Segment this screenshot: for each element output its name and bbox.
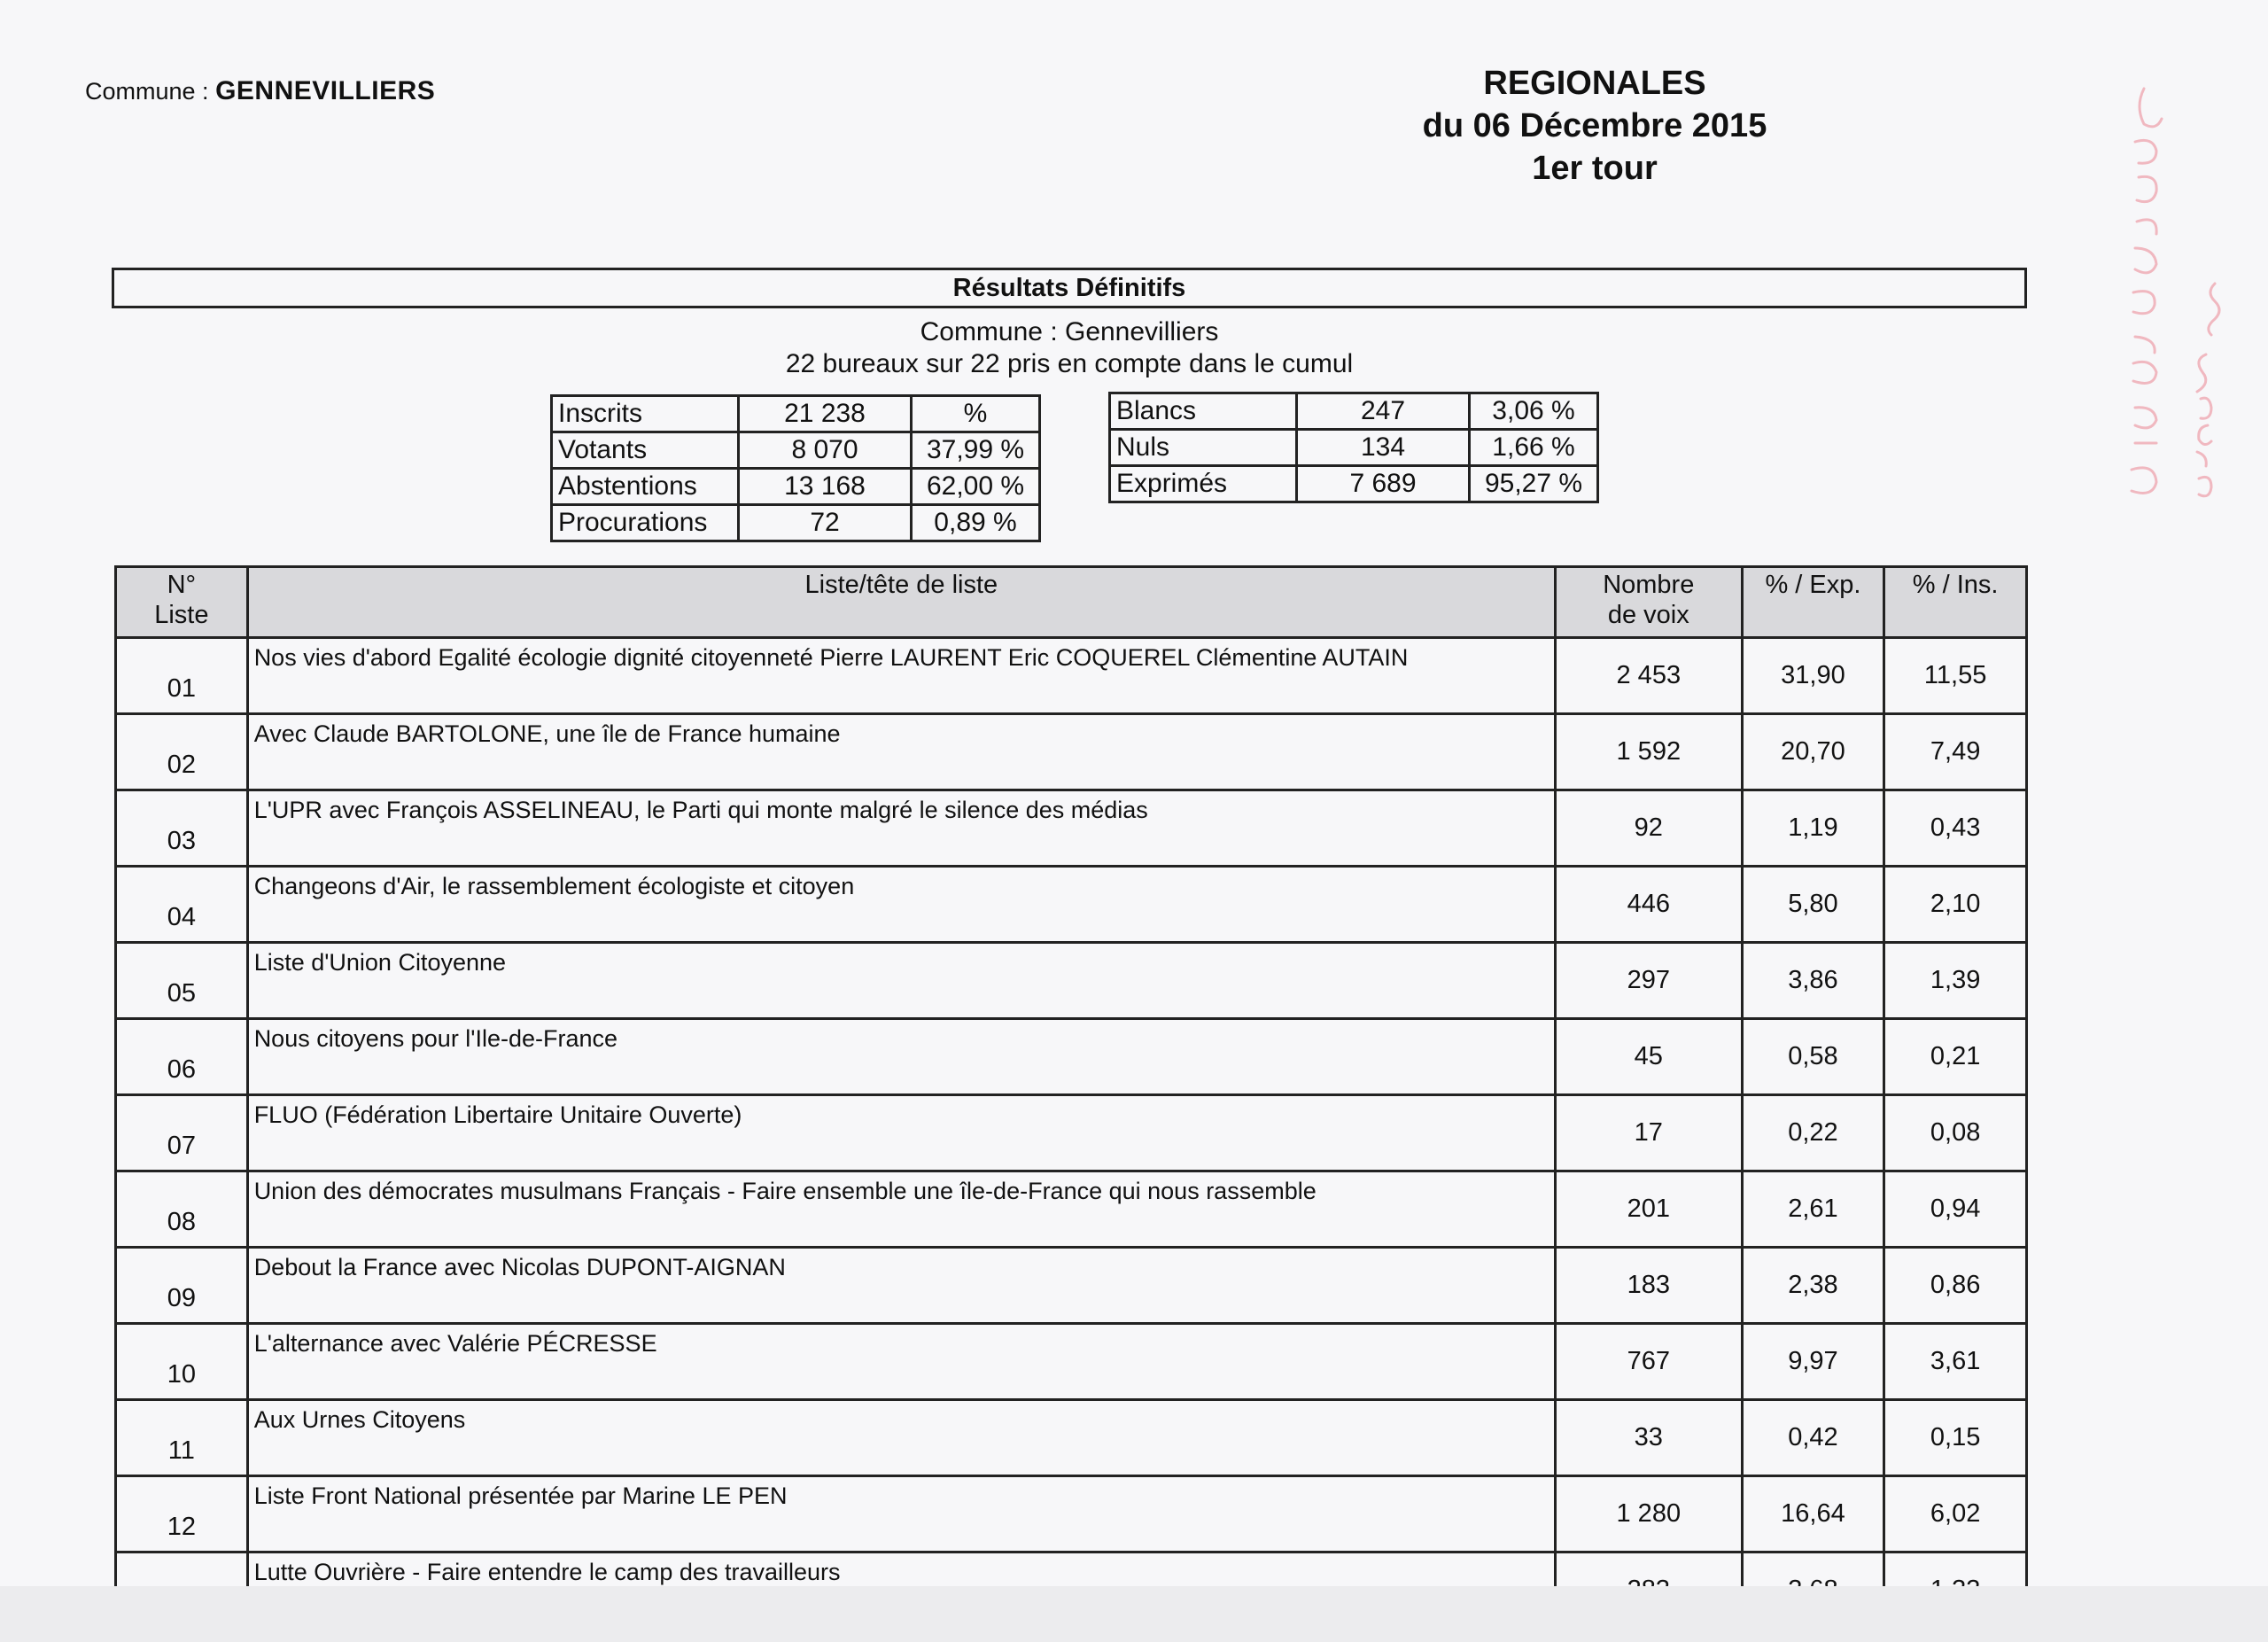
stats-label: Inscrits: [552, 396, 739, 432]
row-pct-ins: 0,21: [1884, 1019, 2027, 1095]
row-votes: 183: [1555, 1248, 1742, 1324]
row-pct-exp: 31,90: [1742, 638, 1884, 714]
row-votes: 1 592: [1555, 714, 1742, 790]
stats-label: Abstentions: [552, 469, 739, 505]
row-pct-ins: 0,08: [1884, 1095, 2027, 1171]
table-row: [116, 943, 2027, 1019]
commune-header: [85, 76, 435, 106]
row-votes: 446: [1555, 867, 1742, 943]
row-pct-exp: 9,97: [1742, 1324, 1884, 1400]
commune-line: Commune : Gennevilliers: [920, 317, 1219, 346]
row-list-name: Liste d'Union Citoyenne: [247, 943, 1555, 1019]
election-round: 1er tour: [1532, 150, 1658, 187]
row-pct-exp: 5,80: [1742, 867, 1884, 943]
row-list-number: 02: [116, 714, 248, 790]
results-table: [114, 565, 2028, 1630]
row-pct-ins: 2,10: [1884, 867, 2027, 943]
row-pct-exp: 0,22: [1742, 1095, 1884, 1171]
row-pct-exp: 16,64: [1742, 1476, 1884, 1553]
row-list-name: Union des démocrates musulmans Français - Faire ensemble une île-de-France qui nous rassemble: [247, 1171, 1555, 1248]
stats-value: 134: [1297, 430, 1470, 466]
commune-name: GENNEVILLIERS: [215, 76, 436, 105]
row-pct-exp: 0,42: [1742, 1400, 1884, 1476]
header-votes-line1: Nombre: [1603, 571, 1695, 599]
row-pct-exp: 3,86: [1742, 943, 1884, 1019]
stats-row-nuls: [1110, 430, 1598, 466]
row-list-number: 09: [116, 1248, 248, 1324]
stats-pct: 0,89 %: [912, 505, 1040, 541]
row-pct-ins: 0,15: [1884, 1400, 2027, 1476]
row-list-number: 07: [116, 1095, 248, 1171]
row-list-name: Nous citoyens pour l'Ile-de-France: [247, 1019, 1555, 1095]
table-row: [116, 714, 2027, 790]
row-pct-exp: 1,19: [1742, 790, 1884, 867]
row-votes: 17: [1555, 1095, 1742, 1171]
row-pct-exp: 20,70: [1742, 714, 1884, 790]
row-votes: 297: [1555, 943, 1742, 1019]
row-pct-ins: 6,02: [1884, 1476, 2027, 1553]
scan-bottom-margin: [0, 1586, 2268, 1642]
row-list-name: Changeons d'Air, le rassemblement écologiste et citoyen: [247, 867, 1555, 943]
row-list-name: Avec Claude BARTOLONE, une île de France humaine: [247, 714, 1555, 790]
row-list-number: 10: [116, 1324, 248, 1400]
stats-pct: 37,99 %: [912, 432, 1040, 469]
table-row: [116, 1171, 2027, 1248]
table-row: [116, 1400, 2027, 1476]
row-list-number: 04: [116, 867, 248, 943]
table-row: [116, 1095, 2027, 1171]
row-pct-ins: 3,61: [1884, 1324, 2027, 1400]
stats-row-exprimes: [1110, 466, 1598, 502]
row-pct-ins: 7,49: [1884, 714, 2027, 790]
table-row: [116, 1324, 2027, 1400]
stats-row-blancs: [1110, 393, 1598, 430]
row-pct-ins: 11,55: [1884, 638, 2027, 714]
header-list-name: Liste/tête de liste: [247, 567, 1555, 638]
stats-pct: 1,66 %: [1470, 430, 1598, 466]
header-no-line2: Liste: [154, 601, 209, 629]
header-no-line1: N°: [167, 571, 197, 599]
row-list-number: 12: [116, 1476, 248, 1553]
results-title: Résultats Définitifs: [112, 268, 2027, 308]
stats-label: Blancs: [1110, 393, 1297, 430]
bureaux-line: 22 bureaux sur 22 pris en compte dans le cumul: [785, 349, 1354, 378]
row-list-name: Debout la France avec Nicolas DUPONT-AIGNAN: [247, 1248, 1555, 1324]
row-pct-ins: 0,86: [1884, 1248, 2027, 1324]
stats-pct: 62,00 %: [912, 469, 1040, 505]
row-pct-exp: 0,58: [1742, 1019, 1884, 1095]
row-list-name: Nos vies d'abord Egalité écologie dignité citoyenneté Pierre LAURENT Eric COQUEREL Clémentine AUTAIN: [247, 638, 1555, 714]
row-list-number: 11: [116, 1400, 248, 1476]
commune-label: Commune :: [85, 78, 209, 105]
row-pct-ins: 0,94: [1884, 1171, 2027, 1248]
header-list-number: [116, 567, 248, 638]
row-list-name: L'alternance avec Valérie PÉCRESSE: [247, 1324, 1555, 1400]
header-pct-exp: % / Exp.: [1742, 567, 1884, 638]
stats-value: 13 168: [739, 469, 912, 505]
stats-value: 72: [739, 505, 912, 541]
row-pct-ins: 0,43: [1884, 790, 2027, 867]
row-list-number: 06: [116, 1019, 248, 1095]
table-row: [116, 790, 2027, 867]
header-pct-ins: % / Ins.: [1884, 567, 2027, 638]
table-row: [116, 1476, 2027, 1553]
row-votes: 45: [1555, 1019, 1742, 1095]
table-row: [116, 867, 2027, 943]
stats-table-ballots: [1108, 392, 1599, 503]
row-list-name: Liste Front National présentée par Marine LE PEN: [247, 1476, 1555, 1553]
stats-value: 247: [1297, 393, 1470, 430]
table-row: [116, 638, 2027, 714]
stats-row-procurations: [552, 505, 1040, 541]
stats-label: Exprimés: [1110, 466, 1297, 502]
header-votes: [1555, 567, 1742, 638]
row-list-number: 08: [116, 1171, 248, 1248]
row-pct-exp: 2,61: [1742, 1171, 1884, 1248]
row-list-name: Lutte Ouvrière - Faire entendre le camp des travailleurs: [247, 1553, 1555, 1629]
row-votes: 201: [1555, 1171, 1742, 1248]
row-pct-exp: 2,38: [1742, 1248, 1884, 1324]
stats-pct: 95,27 %: [1470, 466, 1598, 502]
stats-table-participation: [550, 394, 1041, 542]
stats-row-votants: [552, 432, 1040, 469]
stats-label: Votants: [552, 432, 739, 469]
stats-label: Nuls: [1110, 430, 1297, 466]
stats-row-abstentions: [552, 469, 1040, 505]
row-list-name: FLUO (Fédération Libertaire Unitaire Ouverte): [247, 1095, 1555, 1171]
stats-pct: 3,06 %: [1470, 393, 1598, 430]
row-votes: 1 280: [1555, 1476, 1742, 1553]
row-list-number: 05: [116, 943, 248, 1019]
row-votes: 33: [1555, 1400, 1742, 1476]
stats-value: 8 070: [739, 432, 912, 469]
row-list-number: 03: [116, 790, 248, 867]
header-votes-line2: de voix: [1607, 601, 1689, 629]
stats-label: Procurations: [552, 505, 739, 541]
row-votes: 2 453: [1555, 638, 1742, 714]
results-header-row: [116, 567, 2027, 638]
election-title-block: [1382, 62, 1807, 190]
stats-pct: %: [912, 396, 1040, 432]
row-list-number: 01: [116, 638, 248, 714]
stats-row-inscrits: [552, 396, 1040, 432]
table-row: [116, 1248, 2027, 1324]
row-pct-ins: 1,39: [1884, 943, 2027, 1019]
stats-value: 21 238: [739, 396, 912, 432]
table-row: [116, 1019, 2027, 1095]
row-list-name: Aux Urnes Citoyens: [247, 1400, 1555, 1476]
row-votes: 92: [1555, 790, 1742, 867]
row-list-name: L'UPR avec François ASSELINEAU, le Parti qui monte malgré le silence des médias: [247, 790, 1555, 867]
row-votes: 767: [1555, 1324, 1742, 1400]
election-date: du 06 Décembre 2015: [1422, 107, 1767, 144]
stats-value: 7 689: [1297, 466, 1470, 502]
results-body: [116, 638, 2027, 1629]
election-title: REGIONALES: [1483, 65, 1706, 102]
